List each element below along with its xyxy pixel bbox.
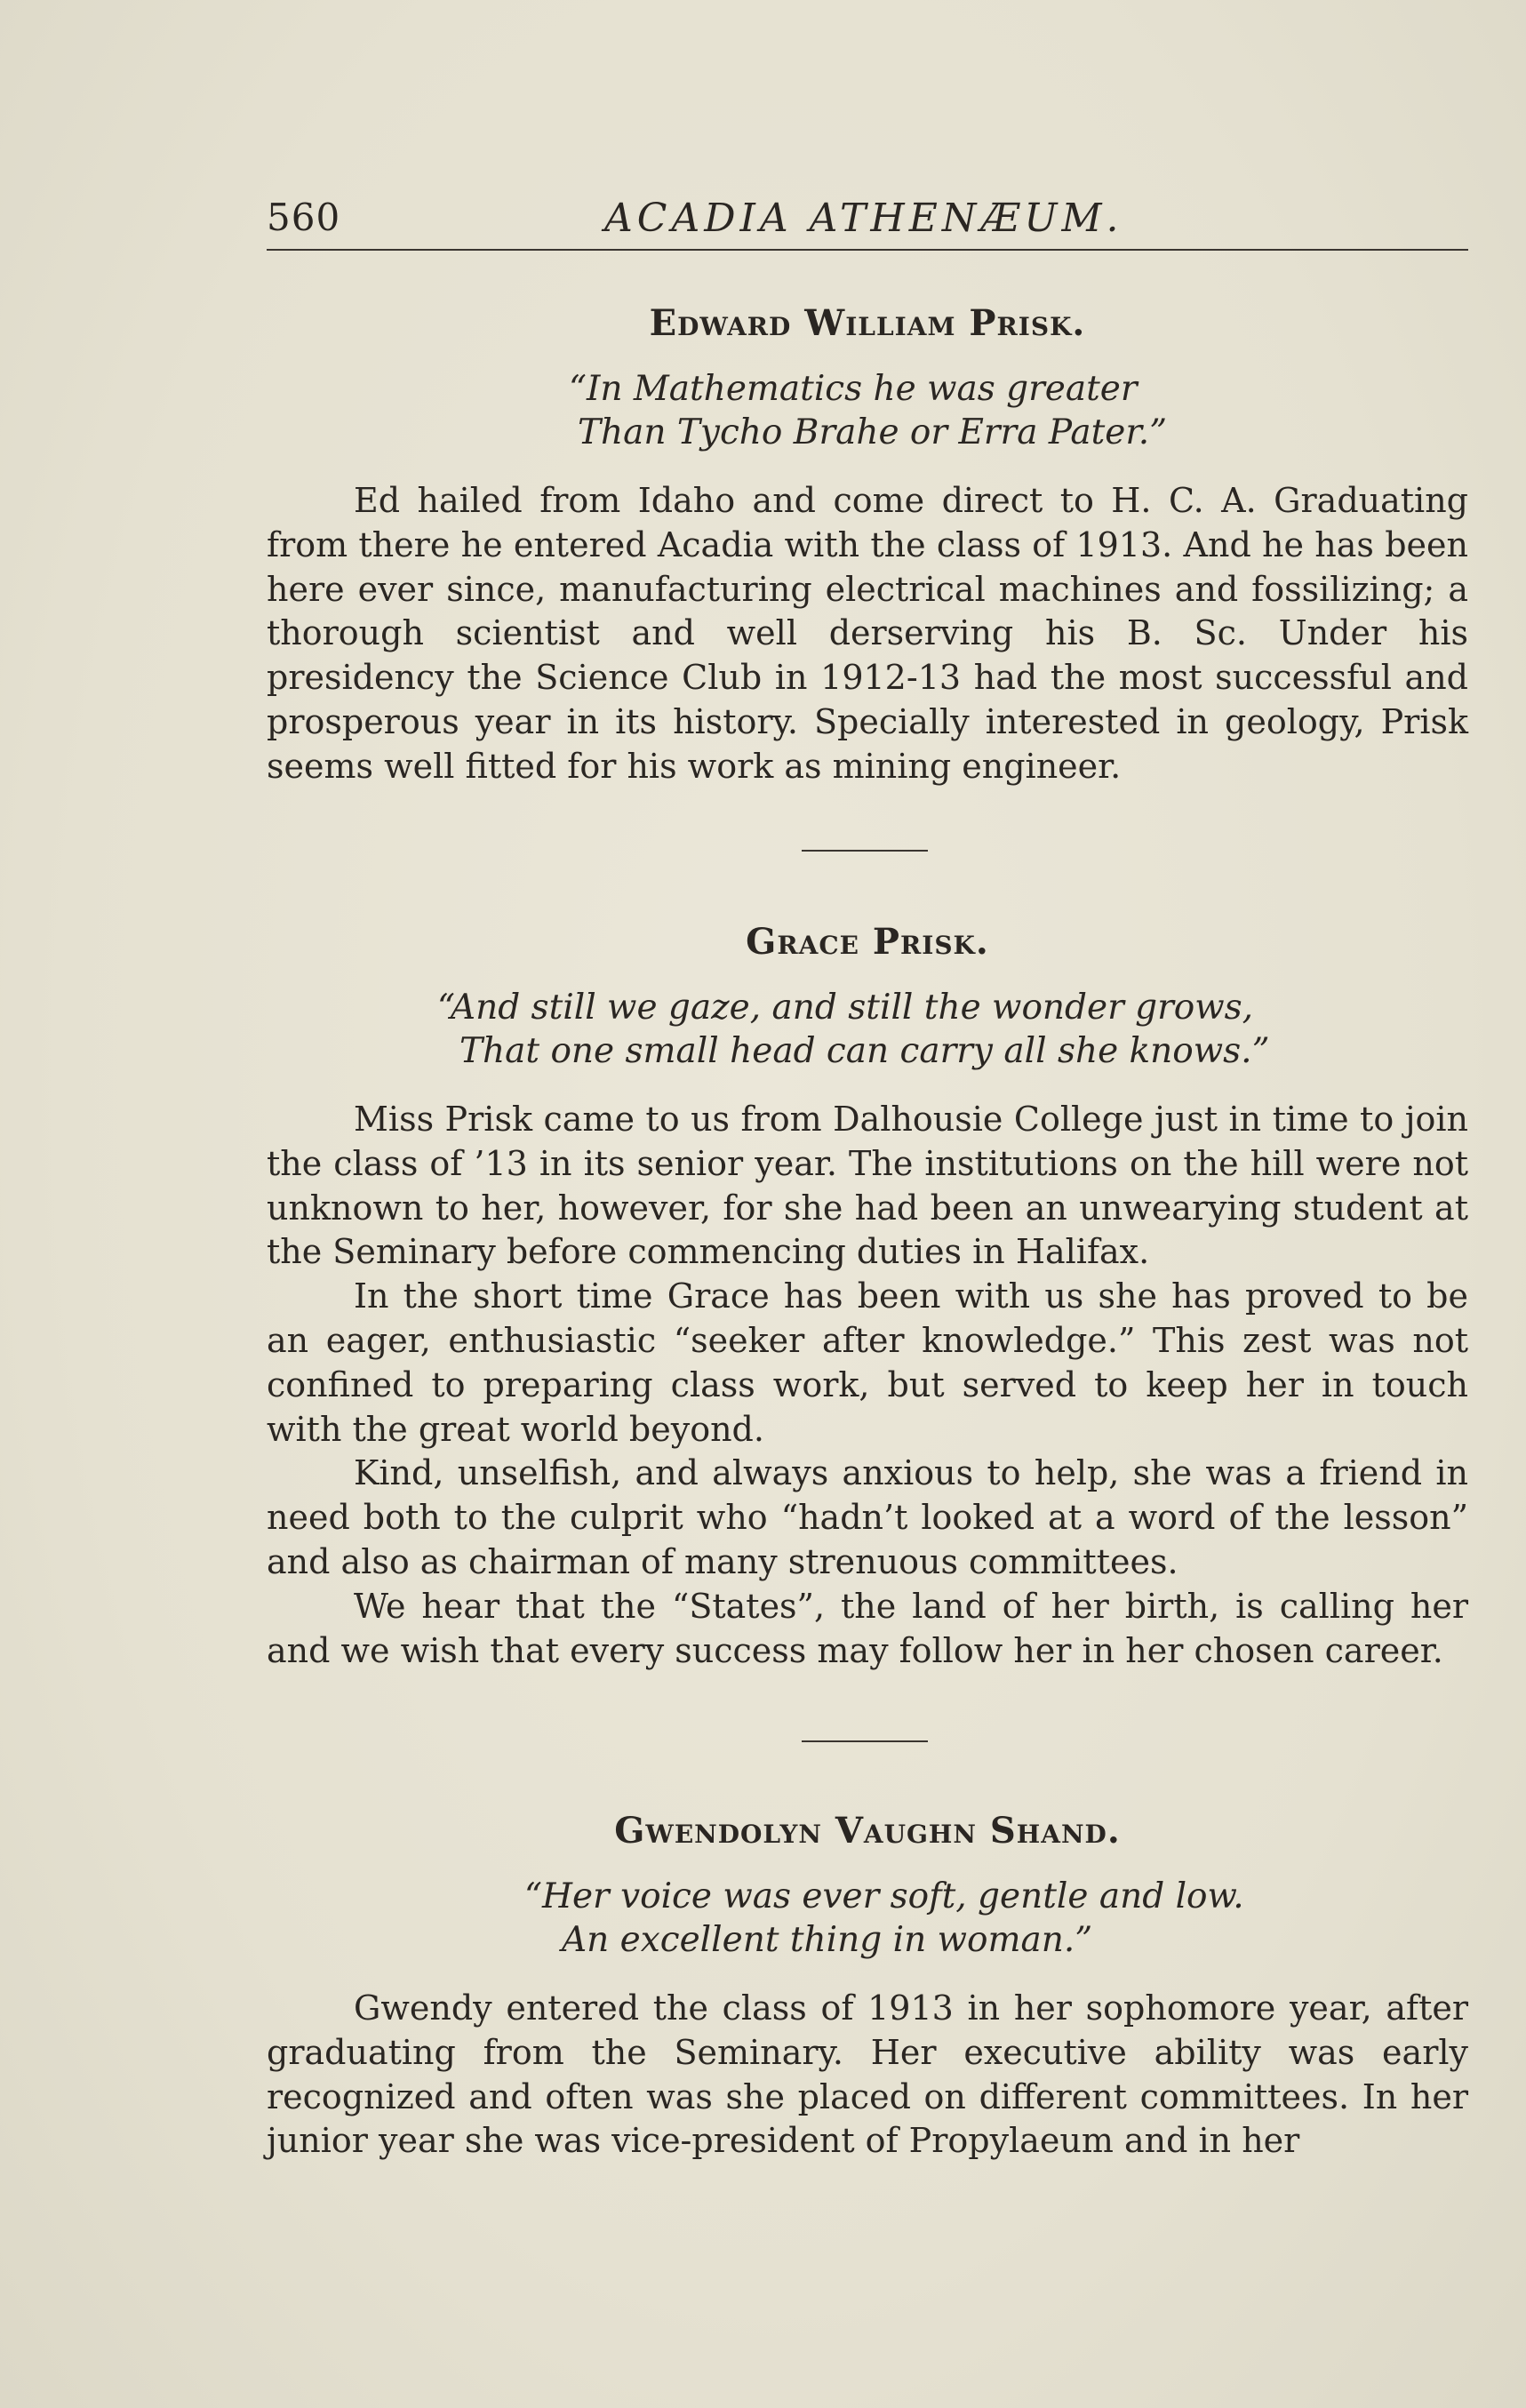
epigraph xyxy=(267,1875,1468,1962)
entry-grace-prisk xyxy=(267,921,1468,1673)
running-head xyxy=(267,187,1468,251)
epigraph xyxy=(267,367,1468,454)
section-divider xyxy=(802,850,928,852)
biography-paragraph: Miss Prisk came to us from Dalhousie College just in time to join the class of ’13 in its senior year. The institutions on the hill were not unknown to her, however, for she had been an unwearying student at the Seminary before commencing duties in Halifax. xyxy=(267,1100,1468,1272)
epigraph xyxy=(267,986,1468,1073)
entry-edward-william-prisk xyxy=(267,302,1468,789)
entry-gwendolyn-vaughn-shand xyxy=(267,1810,1468,2164)
entry-name: Grace Prisk. xyxy=(746,921,989,963)
biography-paragraph: In the short time Grace has been with us she has proved to be an eager, enthusiastic “seeker after knowledge.” This zest was not confined to preparing class work, but served to keep her in touch with the great world beyond. xyxy=(267,1276,1468,1449)
epigraph-line: Than Tycho Brahe or Erra Pater.” xyxy=(578,412,1168,452)
epigraph-line: “In Mathematics he was greater xyxy=(569,369,1138,409)
epigraph-line: That one small head can carry all she knows.” xyxy=(459,1031,1270,1071)
biography-paragraph: Gwendy entered the class of 1913 in her sophomore year, after graduating from the Seminary. Her executive ability was early recognized and often was she placed on different committees. In her junior year she was vice-president of Propylaeum and in her xyxy=(267,1988,1468,2161)
biography-paragraph: Ed hailed from Idaho and come direct to H. C. A. Graduating from there he entered Acadia with the class of 1913. And he has been here ever since, manufacturing electrical machines and fossilizing; a thorough scientist and well derserving his B. Sc. Under his presidency the Science Club in 1912-13 had the most successful and prosperous year in its history. Specially interested in geology, Prisk seems well fitted for his work as mining engineer. xyxy=(267,481,1468,786)
epigraph-line: “Her voice was ever soft, gentle and low. xyxy=(524,1876,1244,1916)
page-number: 560 xyxy=(267,196,341,239)
journal-title: ACADIA ATHENÆUM. xyxy=(604,196,1123,241)
epigraph-line: “And still we gaze, and still the wonder grows, xyxy=(437,988,1254,1028)
biography-paragraph: Kind, unselfish, and always anxious to help, she was a friend in need both to the culprit who “hadn’t looked at a word of the lesson” and also as chairman of many strenuous committees. xyxy=(267,1453,1468,1581)
entry-name: Edward William Prisk. xyxy=(649,302,1086,344)
epigraph-line: An excellent thing in woman.” xyxy=(562,1920,1093,1960)
biography-paragraph: We hear that the “States”, the land of her birth, is calling her and we wish that every success may follow her in her chosen career. xyxy=(267,1586,1468,1670)
section-divider xyxy=(802,1740,928,1742)
entry-name: Gwendolyn Vaughn Shand. xyxy=(614,1810,1121,1852)
